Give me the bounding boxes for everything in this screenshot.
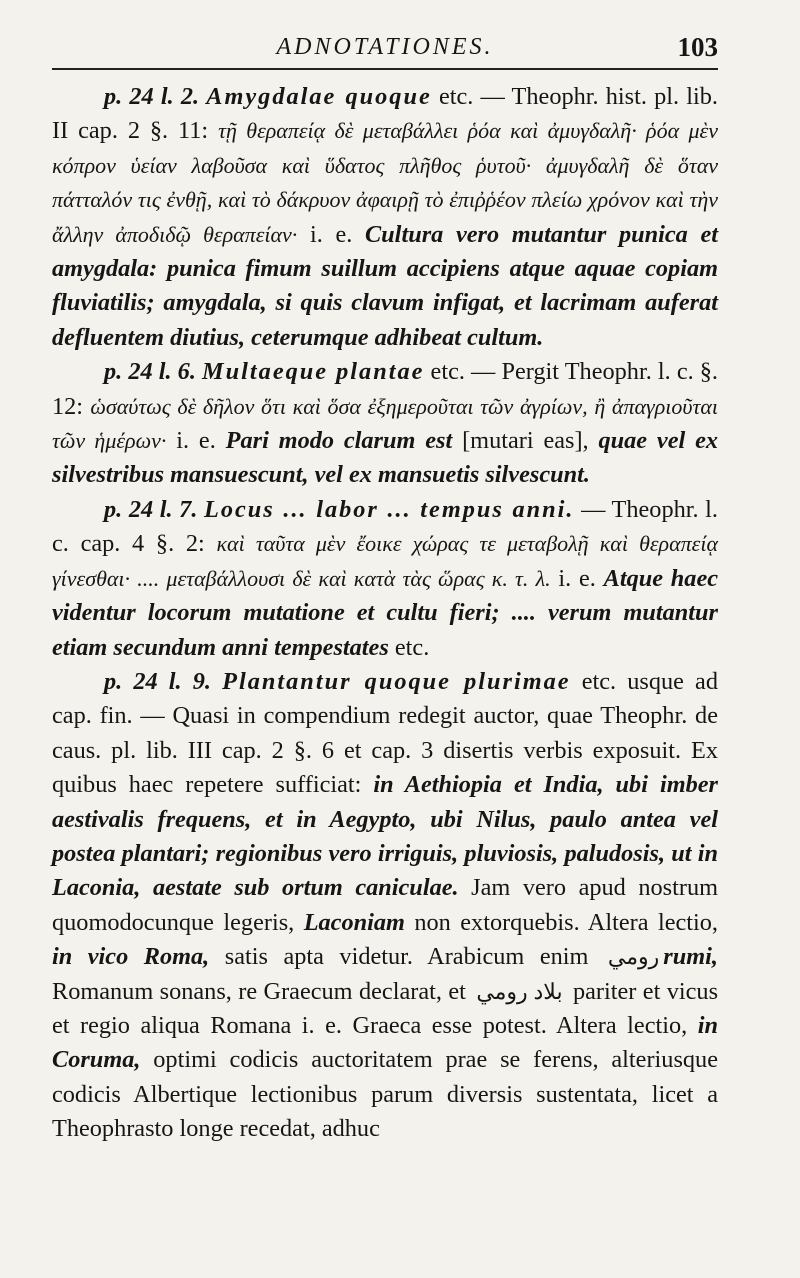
note-paragraph [52,80,718,355]
note-text: non extorquebis. Altera lectio, [414,908,718,936]
latin-translation: quae vel ex silvestribus mansuescunt, vel ex mansuetis silvescunt. [52,427,719,489]
note-text: i. e. [176,427,216,455]
running-head: ADNOTATIONES. [276,34,494,60]
note-reference: p. 24 l. 7. [104,495,198,523]
note-paragraph [52,493,718,665]
note-text: etc. usque ad cap. fin. — Quasi in compendium redegit auctor, quae Theophr. de caus. pl. lib. III cap. 2 §. 6 et cap. 3 disertis verbis exposuit. Ex quibus haec repetere sufficiat: [52,667,718,799]
note-reference: p. 24 l. 9. [104,667,211,695]
note-paragraph [52,665,718,1147]
latin-term: in Coruma, [52,1011,718,1074]
note-lemma: Locus ... labor ... tempus anni. [204,495,575,523]
latin-translation: Cultura vero mutantur punica et amygdala: punica fimum suillum accipiens atque aquae copiam fluviatilis; amygdala, si quis clavum infigat, et lacrimam auferat defluentem diutius, ceterumque adhibeat cultum. [52,220,719,351]
editorial-insertion: [mutari eas], [462,427,589,455]
latin-translation: Pari modo clarum est [225,427,453,455]
note-text: i. e. [309,220,353,248]
latin-term: in vico Roma, [52,943,210,971]
note-text: — Theophr. l. c. cap. 4 §. 2: [52,495,719,558]
arabic-word: بلاد رومي [476,978,563,1004]
greek-quotation: καὶ ταῦτα μὲν ἔοικε χώρας τε μεταβολῇ καὶ θεραπείᾳ γίνεσθαι· .... μεταβάλλουσι δὲ καὶ κατὰ τὰς ὥρας κ. τ. λ. [52,531,719,591]
note-text: satis apta videtur. Arabicum enim [224,943,589,971]
greek-quotation: τῇ θεραπείᾳ δὲ μεταβάλλει ῥόα καὶ ἀμυγδαλῆ· ῥόα μὲν κόπρον ὑείαν λαβοῦσα καὶ ὕδατος πλῆθος ῥυτοῦ· ἀμυγδαλῆ δὲ ὅταν πάτταλόν τις ἐνθῇ, καὶ τὸ δάκρυον ἀφαιρῇ τὸ ἐπιῤῥέον πλείω χρόνον καὶ τὴν ἄλλην ἀποδιδῷ θεραπείαν· [52,118,718,247]
note-lemma: Multaeque plantae [202,358,425,386]
body-text [52,80,718,1147]
note-lemma: Plantantur quoque plurimae [222,667,571,695]
page-number: 103 [677,32,718,62]
latin-quotation: in Aethiopia et India, ubi imber aestivalis frequens, et in Aegypto, ubi Nilus, paulo antea vel postea plantari; regionibus vero irriguis, pluviosis, paludosis, ut in Laconia, aestate sub ortum caniculae. [52,771,718,902]
note-text: pariter et vicus et regio aliqua Romana i. e. Graeca esse potest. Altera lectio, [52,977,719,1039]
note-text: optimi codicis auctoritatem prae se ferens, alteriusque codicis Albertique lectionibus parum diversis sustentata, licet a Theophrasto longe recedat, adhuc [52,1046,718,1143]
note-reference: p. 24 l. 2. [104,83,200,110]
note-paragraph [52,355,718,493]
note-text: etc. [394,633,430,661]
latin-term: rumi, [663,943,718,971]
note-text: etc. — Pergit Theophr. l. c. §. 12: [52,358,719,420]
note-text: Jam vero apud nostrum quomodocunque legeris, [52,874,719,936]
latin-term: Laconiam [303,908,405,936]
greek-quotation: ὡσαύτως δὲ δῆλον ὅτι καὶ ὅσα ἐξημεροῦται τῶν ἀγρίων, ἢ ἀπαγριοῦται τῶν ἡμέρων· [52,393,718,454]
page-header [52,28,718,70]
note-lemma: Amygdalae quoque [206,83,432,110]
note-text: etc. — Theophr. hist. pl. lib. II cap. 2 §. 11: [52,83,718,145]
latin-translation: Atque haec videntur locorum mutatione et cultu fieri; .... verum mutantur etiam secundum anni tempestates [52,564,719,661]
note-text: Romanum sonans, re Graecum declarat, et [52,977,466,1005]
arabic-word: رومي [607,944,660,970]
note-reference: p. 24 l. 6. [104,358,196,386]
note-text: i. e. [558,564,596,592]
